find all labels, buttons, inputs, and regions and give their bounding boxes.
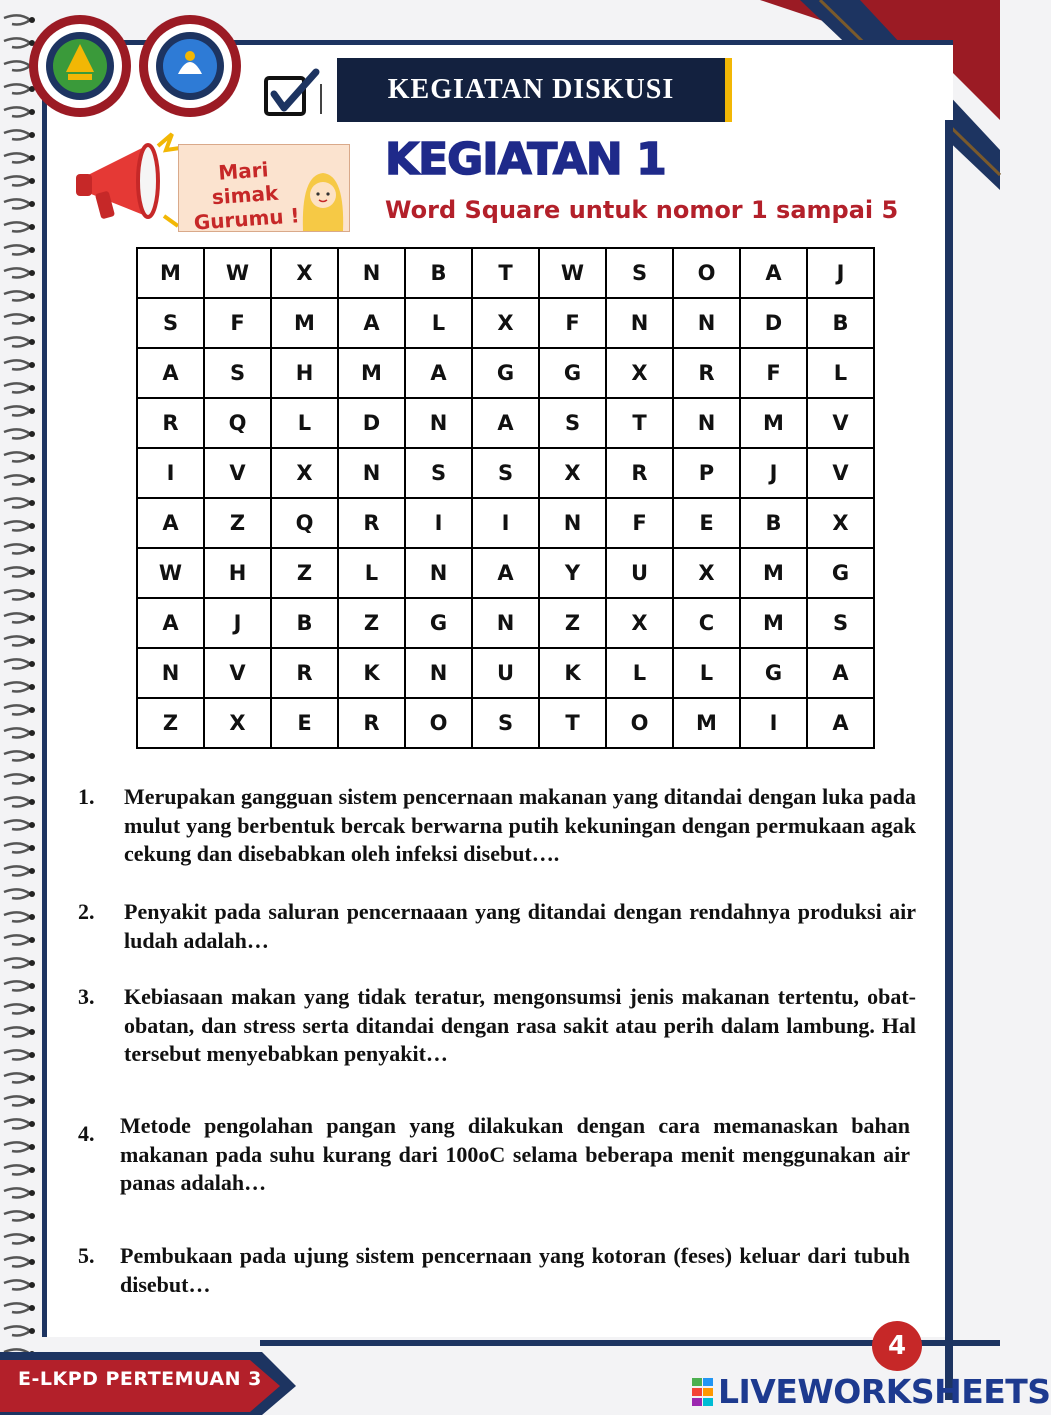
grid-cell[interactable]: W — [204, 248, 271, 298]
spiral-ring — [4, 314, 30, 323]
grid-row — [137, 648, 874, 698]
spiral-hole — [29, 1213, 35, 1219]
liveworksheets-logo-icon — [692, 1378, 714, 1406]
grid-cell[interactable]: T — [472, 248, 539, 298]
callout-text — [183, 155, 308, 235]
grid-cell[interactable]: G — [807, 548, 874, 598]
grid-cell[interactable]: U — [606, 548, 673, 598]
grid-cell[interactable]: S — [606, 248, 673, 298]
spiral-hole — [29, 1075, 35, 1081]
grid-cell[interactable]: J — [807, 248, 874, 298]
grid-cell[interactable]: Z — [204, 498, 271, 548]
spiral-ring — [4, 866, 30, 875]
spiral-ring — [4, 1234, 30, 1243]
spiral-hole — [29, 1305, 35, 1311]
spiral-hole — [29, 1190, 35, 1196]
grid-cell[interactable]: N — [338, 248, 405, 298]
question-4 — [78, 1112, 916, 1198]
spiral-hole — [29, 983, 35, 989]
grid-cell[interactable]: J — [740, 448, 807, 498]
spiral-ring — [4, 774, 30, 783]
grid-cell[interactable]: B — [271, 598, 338, 648]
grid-cell[interactable]: X — [271, 248, 338, 298]
grid-cell[interactable]: A — [137, 348, 204, 398]
spiral-hole — [29, 937, 35, 943]
spiral-hole — [29, 247, 35, 253]
spiral-ring — [4, 1303, 30, 1312]
grid-cell[interactable]: D — [338, 398, 405, 448]
grid-cell[interactable]: L — [405, 298, 472, 348]
spiral-ring — [4, 889, 30, 898]
question-number: 5. — [78, 1243, 95, 1268]
spiral-hole — [29, 178, 35, 184]
spiral-ring — [4, 544, 30, 553]
spiral-hole — [29, 914, 35, 920]
question-text: Penyakit pada saluran pencernaaan yang ditandai dengan rendahnya produksi air ludah adalah… — [124, 899, 916, 953]
grid-cell[interactable]: R — [673, 348, 740, 398]
spiral-ring — [4, 1188, 30, 1197]
footer-label: E-LKPD PERTEMUAN 3 — [18, 1368, 262, 1390]
grid-cell[interactable]: T — [606, 398, 673, 448]
spiral-ring — [4, 291, 30, 300]
spiral-hole — [29, 1029, 35, 1035]
grid-cell[interactable]: X — [807, 498, 874, 548]
grid-cell[interactable]: A — [137, 498, 204, 548]
grid-cell[interactable]: Y — [539, 548, 606, 598]
grid-cell[interactable]: S — [472, 448, 539, 498]
spiral-hole — [29, 1144, 35, 1150]
grid-cell[interactable]: X — [673, 548, 740, 598]
spiral-hole — [29, 1282, 35, 1288]
spiral-ring — [4, 1211, 30, 1220]
section-header: KEGIATAN DISKUSI — [337, 58, 732, 122]
question-number: 2. — [78, 899, 95, 924]
spiral-ring — [4, 1280, 30, 1289]
watermark-text: LIVEWORKSHEETS — [718, 1372, 1051, 1411]
grid-cell[interactable]: M — [338, 348, 405, 398]
spiral-hole — [29, 109, 35, 115]
question-number: 1. — [78, 784, 95, 809]
spiral-hole — [29, 500, 35, 506]
spiral-ring — [4, 1257, 30, 1266]
question-5 — [78, 1242, 916, 1299]
spiral-ring — [4, 153, 30, 162]
spiral-hole — [29, 1328, 35, 1334]
grid-cell[interactable]: I — [740, 698, 807, 748]
word-square-grid — [136, 247, 875, 749]
question-3 — [78, 983, 916, 1069]
spiral-ring — [4, 429, 30, 438]
grid-cell[interactable]: O — [405, 698, 472, 748]
spiral-ring — [4, 475, 30, 484]
spiral-hole — [29, 17, 35, 23]
grid-row — [137, 698, 874, 748]
grid-row — [137, 248, 874, 298]
grid-cell[interactable]: W — [539, 248, 606, 298]
callout-line-2: Gurumu ! — [192, 203, 301, 235]
grid-cell[interactable]: N — [338, 448, 405, 498]
spiral-ring — [4, 1142, 30, 1151]
grid-cell[interactable]: G — [405, 598, 472, 648]
spiral-ring — [4, 1027, 30, 1036]
grid-cell[interactable]: B — [405, 248, 472, 298]
grid-cell[interactable]: Z — [137, 698, 204, 748]
spiral-hole — [29, 1006, 35, 1012]
grid-cell[interactable]: B — [807, 298, 874, 348]
spiral-hole — [29, 707, 35, 713]
spiral-ring — [4, 935, 30, 944]
page-number-badge: 4 — [872, 1321, 922, 1371]
grid-cell[interactable]: F — [740, 348, 807, 398]
spiral-hole — [29, 316, 35, 322]
spiral-binding — [0, 0, 44, 1415]
grid-cell[interactable]: I — [405, 498, 472, 548]
grid-row — [137, 498, 874, 548]
grid-cell[interactable]: M — [740, 598, 807, 648]
spiral-hole — [29, 385, 35, 391]
spiral-ring — [4, 751, 30, 760]
spiral-ring — [4, 820, 30, 829]
grid-cell[interactable]: A — [472, 398, 539, 448]
spiral-hole — [29, 1236, 35, 1242]
grid-cell[interactable]: E — [271, 698, 338, 748]
spiral-hole — [29, 960, 35, 966]
grid-row — [137, 298, 874, 348]
grid-cell[interactable]: R — [271, 648, 338, 698]
spiral-ring — [4, 567, 30, 576]
spiral-ring — [4, 61, 30, 70]
grid-cell[interactable]: S — [807, 598, 874, 648]
grid-row — [137, 548, 874, 598]
spiral-ring — [4, 1004, 30, 1013]
grid-cell[interactable]: V — [204, 648, 271, 698]
grid-cell[interactable]: A — [740, 248, 807, 298]
grid-cell[interactable]: V — [807, 448, 874, 498]
grid-cell[interactable]: A — [405, 348, 472, 398]
spiral-ring — [4, 15, 30, 24]
grid-cell[interactable]: O — [606, 698, 673, 748]
callout-note — [178, 144, 350, 235]
activity-subtitle: Word Square untuk nomor 1 sampai 5 — [385, 196, 899, 224]
grid-cell[interactable]: L — [338, 548, 405, 598]
grid-cell[interactable]: G — [539, 348, 606, 398]
grid-cell[interactable]: S — [204, 348, 271, 398]
grid-row — [137, 448, 874, 498]
grid-cell[interactable]: X — [606, 598, 673, 648]
spiral-hole — [29, 224, 35, 230]
grid-cell[interactable]: N — [137, 648, 204, 698]
spiral-ring — [4, 636, 30, 645]
spiral-ring — [4, 1165, 30, 1174]
spiral-ring — [4, 245, 30, 254]
grid-cell[interactable]: S — [539, 398, 606, 448]
question-text: Metode pengolahan pangan yang dilakukan dengan cara memanaskan bahan makanan pada suhu kurang dari 100oC selama beberapa menit menggunakan air panas adalah… — [120, 1113, 910, 1195]
grid-cell[interactable]: S — [405, 448, 472, 498]
grid-cell[interactable]: K — [338, 648, 405, 698]
grid-cell[interactable]: A — [472, 548, 539, 598]
header-divider — [320, 84, 322, 114]
university-logo-icon — [28, 14, 132, 118]
grid-cell[interactable]: G — [740, 648, 807, 698]
checkbox-check-icon — [262, 66, 322, 118]
grid-cell[interactable]: F — [539, 298, 606, 348]
frame-right-border — [945, 120, 953, 1400]
spiral-ring — [4, 383, 30, 392]
grid-cell[interactable]: X — [204, 698, 271, 748]
spiral-hole — [29, 477, 35, 483]
liveworksheets-watermark — [692, 1372, 1051, 1412]
spiral-hole — [29, 822, 35, 828]
grid-cell[interactable]: I — [472, 498, 539, 548]
grid-cell[interactable]: W — [137, 548, 204, 598]
grid-cell[interactable]: L — [271, 398, 338, 448]
grid-cell[interactable]: L — [807, 348, 874, 398]
spiral-ring — [4, 406, 30, 415]
teacher-avatar-icon — [297, 165, 349, 231]
spiral-hole — [29, 431, 35, 437]
grid-cell[interactable]: L — [673, 648, 740, 698]
spiral-hole — [29, 362, 35, 368]
spiral-hole — [29, 546, 35, 552]
spiral-hole — [29, 1052, 35, 1058]
grid-cell[interactable]: N — [673, 398, 740, 448]
grid-cell[interactable]: R — [338, 498, 405, 548]
grid-cell[interactable]: Z — [338, 598, 405, 648]
grid-cell[interactable]: A — [807, 648, 874, 698]
grid-cell[interactable]: B — [740, 498, 807, 548]
grid-cell[interactable]: K — [539, 648, 606, 698]
grid-cell[interactable]: L — [606, 648, 673, 698]
spiral-hole — [29, 592, 35, 598]
grid-cell[interactable]: H — [271, 348, 338, 398]
spiral-hole — [29, 638, 35, 644]
grid-cell[interactable]: S — [137, 298, 204, 348]
activity-title: KEGIATAN 1 — [385, 134, 666, 185]
question-1 — [78, 783, 916, 869]
grid-row — [137, 348, 874, 398]
spiral-ring — [4, 682, 30, 691]
spiral-ring — [4, 268, 30, 277]
spiral-ring — [4, 659, 30, 668]
spiral-ring — [4, 728, 30, 737]
spiral-ring — [4, 521, 30, 530]
question-text: Merupakan gangguan sistem pencernaan makanan yang ditandai dengan luka pada mulut yang berbentuk bercak berwarna putih kekuningan dengan permukaan agak cekung dan disebabkan oleh infeksi disebut…. — [124, 784, 916, 866]
spiral-ring — [4, 981, 30, 990]
spiral-hole — [29, 1121, 35, 1127]
spiral-ring — [4, 1096, 30, 1105]
grid-cell[interactable]: N — [405, 648, 472, 698]
grid-cell[interactable]: F — [606, 498, 673, 548]
grid-cell[interactable]: X — [472, 298, 539, 348]
grid-cell[interactable]: P — [673, 448, 740, 498]
grid-cell[interactable]: Q — [271, 498, 338, 548]
grid-cell[interactable]: N — [673, 298, 740, 348]
spiral-hole — [29, 776, 35, 782]
grid-row — [137, 598, 874, 648]
spiral-ring — [4, 958, 30, 967]
grid-cell[interactable]: V — [204, 448, 271, 498]
grid-cell[interactable]: R — [606, 448, 673, 498]
tut-wuri-handayani-logo-icon — [138, 14, 242, 118]
grid-cell[interactable]: F — [204, 298, 271, 348]
grid-cell[interactable]: A — [137, 598, 204, 648]
grid-cell[interactable]: N — [539, 498, 606, 548]
spiral-ring — [4, 1050, 30, 1059]
spiral-hole — [29, 270, 35, 276]
spiral-hole — [29, 339, 35, 345]
grid-cell[interactable]: R — [338, 698, 405, 748]
callout-line-1: Mari simak — [211, 157, 279, 210]
spiral-hole — [29, 523, 35, 529]
spiral-ring — [4, 590, 30, 599]
question-number: 3. — [78, 984, 95, 1009]
grid-cell[interactable]: I — [137, 448, 204, 498]
grid-cell[interactable]: X — [271, 448, 338, 498]
spiral-ring — [4, 498, 30, 507]
spiral-ring — [4, 38, 30, 47]
spiral-ring — [4, 1326, 30, 1335]
grid-cell[interactable]: N — [472, 598, 539, 648]
grid-cell[interactable]: A — [807, 698, 874, 748]
grid-cell[interactable]: R — [137, 398, 204, 448]
spiral-ring — [4, 107, 30, 116]
spiral-hole — [29, 753, 35, 759]
spiral-ring — [4, 613, 30, 622]
spiral-hole — [29, 454, 35, 460]
spiral-ring — [4, 1119, 30, 1128]
grid-row — [137, 398, 874, 448]
spiral-hole — [29, 293, 35, 299]
spiral-hole — [29, 891, 35, 897]
grid-cell[interactable]: M — [740, 548, 807, 598]
spiral-ring — [4, 337, 30, 346]
grid-cell[interactable]: A — [338, 298, 405, 348]
spiral-hole — [29, 845, 35, 851]
question-text: Pembukaan pada ujung sistem pencernaan yang kotoran (feses) keluar dari tubuh disebut… — [120, 1243, 910, 1297]
grid-cell[interactable]: U — [472, 648, 539, 698]
grid-cell[interactable]: T — [539, 698, 606, 748]
grid-cell[interactable]: M — [673, 698, 740, 748]
spiral-hole — [29, 684, 35, 690]
spiral-hole — [29, 408, 35, 414]
spiral-hole — [29, 730, 35, 736]
grid-cell[interactable]: O — [673, 248, 740, 298]
grid-cell[interactable]: M — [271, 298, 338, 348]
spiral-ring — [4, 176, 30, 185]
grid-cell[interactable]: S — [472, 698, 539, 748]
grid-cell[interactable]: G — [472, 348, 539, 398]
spiral-hole — [29, 661, 35, 667]
grid-cell[interactable]: E — [673, 498, 740, 548]
spiral-ring — [4, 130, 30, 139]
grid-cell[interactable]: N — [606, 298, 673, 348]
grid-cell[interactable]: Z — [271, 548, 338, 598]
question-number: 4. — [78, 1121, 95, 1146]
question-text: Kebiasaan makan yang tidak teratur, mengonsumsi jenis makanan tertentu, obat-obatan, dan stress serta ditandai dengan rasa sakit atau perih dalam lambung. Hal tersebut menyebabkan penyakit… — [124, 984, 916, 1066]
spiral-ring — [4, 797, 30, 806]
spiral-hole — [29, 1167, 35, 1173]
grid-cell[interactable]: X — [539, 448, 606, 498]
spiral-hole — [29, 201, 35, 207]
grid-cell[interactable]: M — [740, 398, 807, 448]
grid-cell[interactable]: D — [740, 298, 807, 348]
spiral-ring — [4, 84, 30, 93]
grid-cell[interactable]: N — [405, 398, 472, 448]
grid-cell[interactable]: H — [204, 548, 271, 598]
megaphone-icon — [72, 132, 182, 232]
grid-cell[interactable]: N — [405, 548, 472, 598]
spiral-ring — [4, 705, 30, 714]
spiral-ring — [4, 199, 30, 208]
spiral-hole — [29, 868, 35, 874]
grid-cell[interactable]: Q — [204, 398, 271, 448]
spiral-hole — [29, 1259, 35, 1265]
grid-cell[interactable]: C — [673, 598, 740, 648]
spiral-ring — [4, 222, 30, 231]
spiral-ring — [4, 912, 30, 921]
spiral-ring — [4, 452, 30, 461]
spiral-ring — [4, 843, 30, 852]
spiral-ring — [4, 1073, 30, 1082]
spiral-ring — [4, 360, 30, 369]
question-2 — [78, 898, 916, 955]
spiral-hole — [29, 155, 35, 161]
spiral-hole — [29, 615, 35, 621]
grid-cell[interactable]: J — [204, 598, 271, 648]
grid-cell[interactable]: X — [606, 348, 673, 398]
grid-cell[interactable]: M — [137, 248, 204, 298]
grid-cell[interactable]: Z — [539, 598, 606, 648]
spiral-hole — [29, 1098, 35, 1104]
grid-cell[interactable]: V — [807, 398, 874, 448]
spiral-hole — [29, 799, 35, 805]
spiral-hole — [29, 569, 35, 575]
spiral-hole — [29, 132, 35, 138]
